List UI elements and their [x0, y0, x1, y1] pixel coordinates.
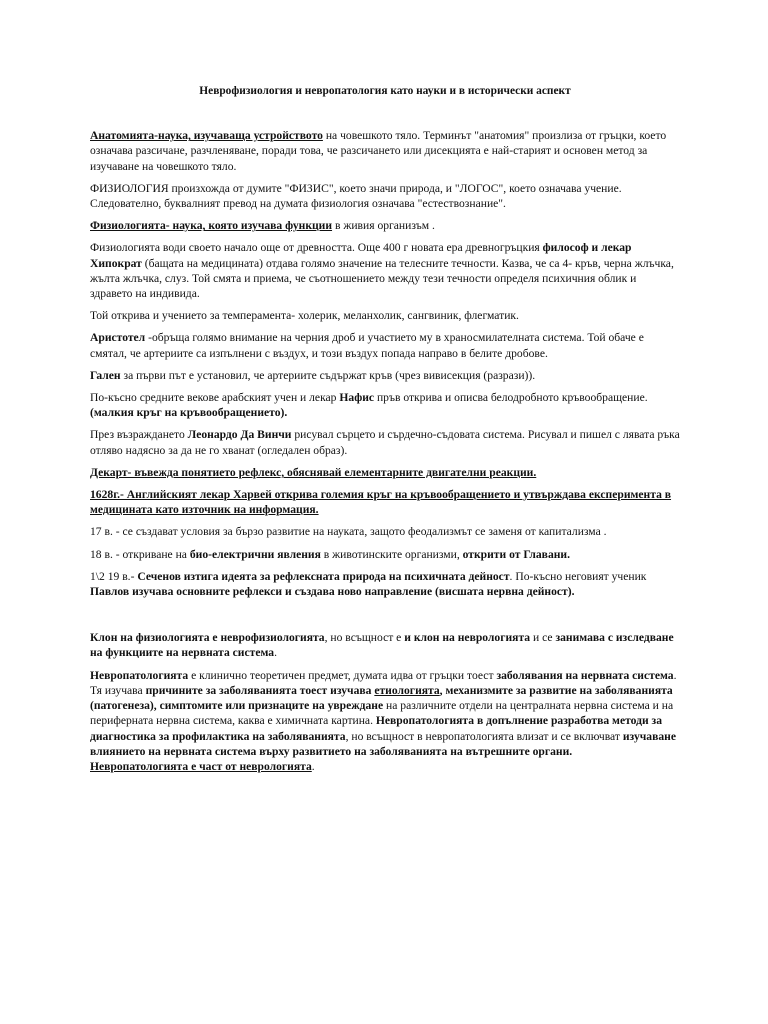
harvey-text: 1628г.- Английският лекар Харвей открива големия кръг на кръвообращението и утвърждава експеримента в медицината като източник на информация. — [90, 488, 672, 517]
leonardo-text-2: рисувал сърцето и сърдечно-съдовата система. Рисувал и пишел с лявата ръка отляво надясно за да не го хванат (огледален образ). — [90, 428, 680, 457]
paragraph-neuropathology — [90, 668, 680, 774]
paragraph-physiology-etymology — [90, 181, 680, 211]
paragraph-physiology-definition — [90, 218, 680, 233]
section-spacer — [90, 606, 680, 630]
neurophysiology-text-1: , но всъщност е — [324, 631, 405, 645]
leonardo-name: Леонардо Да Винчи — [187, 428, 292, 442]
nafis-bold-note: (малкия кръг на кръвообращението). — [90, 406, 288, 420]
galvani-note: открити от Главани. — [462, 547, 570, 561]
paragraph-sechenov-pavlov — [90, 569, 680, 599]
anatomy-term: Анатомията-наука, изучаваща устройството — [90, 129, 323, 143]
galen-name: Гален — [90, 368, 121, 382]
paragraph-neurophysiology — [90, 630, 680, 660]
physiology-term: Физиологията- наука, която изучава функции — [90, 219, 333, 233]
century-18-text-2: в животинските организми, — [320, 547, 463, 561]
neurophysiology-term: Клон на физиологията е неврофизиологията — [90, 631, 325, 645]
neuropathology-text-2: . Тя изучава — [90, 668, 677, 697]
neuropathology-text-1: е клинично теоретичен предмет, думата идва от гръцки тоест — [188, 668, 497, 682]
sechenov-text: Сеченов изтига идеята за рефлексната природа на психичната дейност — [137, 569, 510, 583]
nafis-name: Нафис — [339, 391, 375, 405]
hippocrates-text-2: (бащата на медицината) отдава голямо значение на телесните течности. Казва, че са 4- кръв, черна жлъчка, жълта жлъчка, слуз. Той смята и приема, че съотношението между тези течности определя психичния облик и здравето на индивида. — [90, 256, 674, 301]
physiology-etymology-text: ФИЗИОЛОГИЯ произхожда от думите "ФИЗИС", което значи природа, и "ЛОГОС", което означава учение. Следователно, буквалният превод на думата физиология означава "естествознание". — [90, 181, 622, 211]
paragraph-temperaments — [90, 308, 680, 323]
physiology-definition-text: в живия организъм . — [332, 219, 435, 233]
bioelectric-term: био-електрични явления — [189, 547, 321, 561]
aristotle-name: Аристотел — [90, 331, 146, 345]
neuropathology-term: Невропатологията — [90, 668, 189, 682]
paragraph-hippocrates — [90, 240, 680, 301]
neuropathology-conclusion: Невропатологията е част от неврологията — [90, 759, 312, 773]
leonardo-text-1: През възраждането — [90, 428, 188, 442]
pavlov-text: Павлов изучава основните рефлекси и създава ново направление (висшата нервна дейност). — [90, 585, 575, 599]
paragraph-harvey — [90, 487, 680, 517]
galen-text: за първи път е установил, че артериите съдържат кръв (чрез вивисекция (разрази)). — [120, 368, 536, 382]
hippocrates-text-1: Физиологията води своето начало още от древността. Още 400 г новата ера древногръцкия — [90, 241, 543, 255]
paragraph-nafis — [90, 390, 680, 420]
descartes-text: Декарт- въвежда понятието рефлекс, обяснявай елементарните двигателни реакции. — [90, 465, 537, 479]
anatomy-text: на човешкото тяло. Терминът "анатомия" произлиза от гръцки, което означава разсичане, разчленяване, поради това, че разсичането или дисекцията е най-старият и основен метод за изучаване на човешкото тяло. — [90, 129, 667, 173]
temperaments-text: Той открива и учението за темпераментa- холерик, меланхолик, сангвиник, флегматик. — [90, 309, 519, 323]
neurophysiology-focus: занимава с изследване на функциите на нервната система — [90, 631, 674, 660]
nafis-text-1: По-късно средните векове арабският учен и лекар — [90, 391, 340, 405]
neuropathology-end: . — [311, 759, 315, 773]
paragraph-leonardo — [90, 427, 680, 457]
paragraph-anatomy — [90, 128, 680, 174]
document-title: Неврофизиология и невропатология като науки и в исторически аспект — [199, 85, 571, 97]
neurophysiology-end: . — [274, 646, 277, 660]
neuropathology-text-3: на различните отдели на централната нервна система и на периферната нервна система, каква е химичната картина. — [90, 699, 674, 728]
nervous-diseases: заболявания на нервната система — [496, 668, 674, 682]
etiology-term: етиологията — [374, 683, 440, 697]
aristotle-text: -обръща голямо внимание на черния дроб и участието му в храносмилателната система. Той обаче е смятал, че артериите са изпълнени с въздух, и този въздух попада направо в белите дробове. — [90, 331, 644, 360]
diagnostics-text: Невропатологията в допълнение разработва методи за диагностика за профилактика на заболяванията — [90, 714, 662, 743]
neurophysiology-text-2: и се — [530, 631, 556, 645]
paragraph-descartes — [90, 465, 680, 480]
mechanisms-text: , механизмите за развитие на заболяванията (патогенеза), симптомите или признаците на увреждане — [90, 683, 673, 713]
sechenov-prefix: 1\2 19 в.- — [90, 569, 138, 583]
hippocrates-name: философ и лекар Хипократ — [90, 241, 632, 270]
internal-organs-text: изучаване влиянието на нервната система върху развитието на заболяванията на вътрешните органи. — [90, 729, 676, 758]
paragraph-18th-century — [90, 547, 680, 562]
causes-text: причините за заболяванията тоест изучава — [145, 683, 375, 697]
sechenov-middle: . По-късно неговият ученик — [509, 569, 647, 583]
neurology-branch: и клон на неврологията — [404, 631, 531, 645]
neuropathology-text-4: , но всъщност в невропатологията влизат и се включват — [345, 729, 623, 743]
century-18-text-1: 18 в. - откриване на — [90, 547, 190, 561]
paragraph-aristotle — [90, 330, 680, 360]
paragraph-galen — [90, 368, 680, 383]
nafis-text-2: пръв открива и описва белодробното кръвообращение. — [374, 391, 648, 405]
paragraph-17th-century — [90, 524, 680, 539]
century-17-text: 17 в. - се създават условия за бързо развитие на науката, защото феодализмът се заменя от капитализма . — [90, 525, 607, 539]
